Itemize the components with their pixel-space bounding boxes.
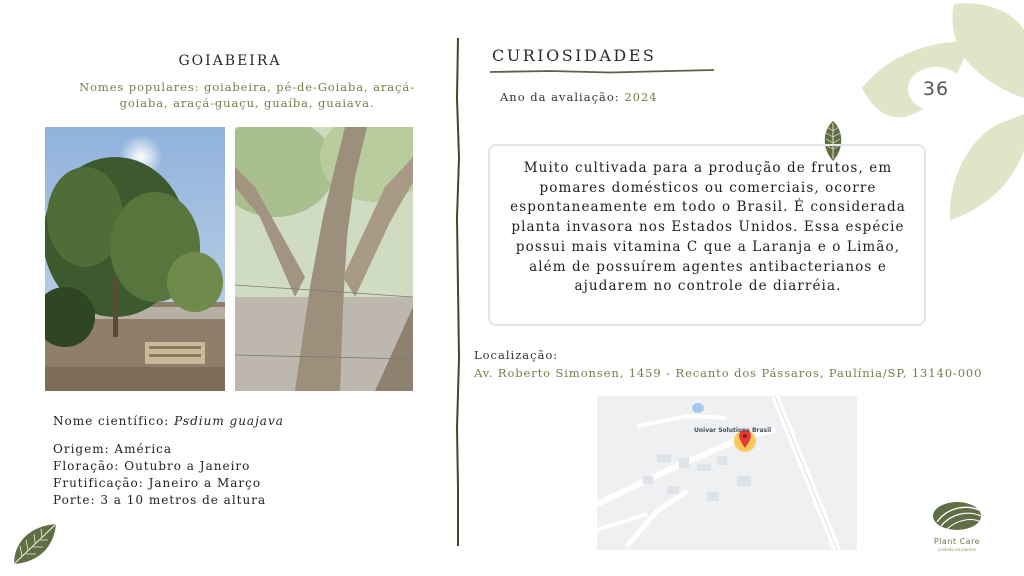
curiosity-text: Muito cultivada para a produção de frutos, em pomares domésticos ou comerciais, ocorre espontaneamente em todo o Brasil. É considerada planta invasora nos Estados Unidos. Essa espécie possui mais vitamina C que a Laranja e o Limão, além de possuírem agentes antibacterianos e ajudarem no controle de diarréia.	[510, 160, 906, 295]
plant-care-logo	[922, 500, 992, 552]
popular-names: Nomes populares: goiabeira, pé-de-Goiaba, araçá-goiaba, araçá-guaçu, guaíba, guaiava.	[79, 80, 415, 110]
plant-title: GOIABEIRA	[178, 53, 282, 69]
logo-tagline: cuidado da plantas	[937, 547, 977, 552]
year-value: 2024	[624, 90, 658, 104]
divider	[455, 38, 461, 546]
scientific-name-label: Nome científico:	[53, 414, 170, 428]
page-number: 36	[908, 67, 964, 111]
logo-name: Plant Care	[933, 537, 981, 546]
origin: Origem: América	[53, 442, 173, 456]
scientific-name: Psdium guajava	[174, 414, 284, 428]
evaluation-year	[500, 90, 658, 104]
decorative-leaves	[858, 0, 1024, 226]
size: Porte: 3 a 10 metros de altura	[53, 493, 267, 507]
location-map[interactable]	[597, 396, 857, 550]
plant-facts	[53, 441, 266, 509]
location-label: Localização:	[474, 348, 559, 362]
location-address: Av. Roberto Simonsen, 1459 - Recanto dos Pássaros, Paulínia/SP, 13140-000	[474, 366, 983, 380]
flowering: Floração: Outubro a Janeiro	[53, 459, 251, 473]
trunk-photo	[235, 127, 413, 391]
year-label: Ano da avaliação:	[500, 90, 620, 104]
tree-photo	[45, 127, 225, 391]
title-underline	[490, 68, 714, 76]
leaf-icon	[10, 522, 60, 568]
curiosidades-title: CURIOSIDADES	[492, 46, 657, 65]
scientific-name-line	[53, 414, 284, 428]
map-place-label: Univar Solutions Brasil	[694, 427, 772, 434]
fruiting: Frutificação: Janeiro a Março	[53, 476, 262, 490]
plant-care-logo-icon	[931, 500, 983, 532]
